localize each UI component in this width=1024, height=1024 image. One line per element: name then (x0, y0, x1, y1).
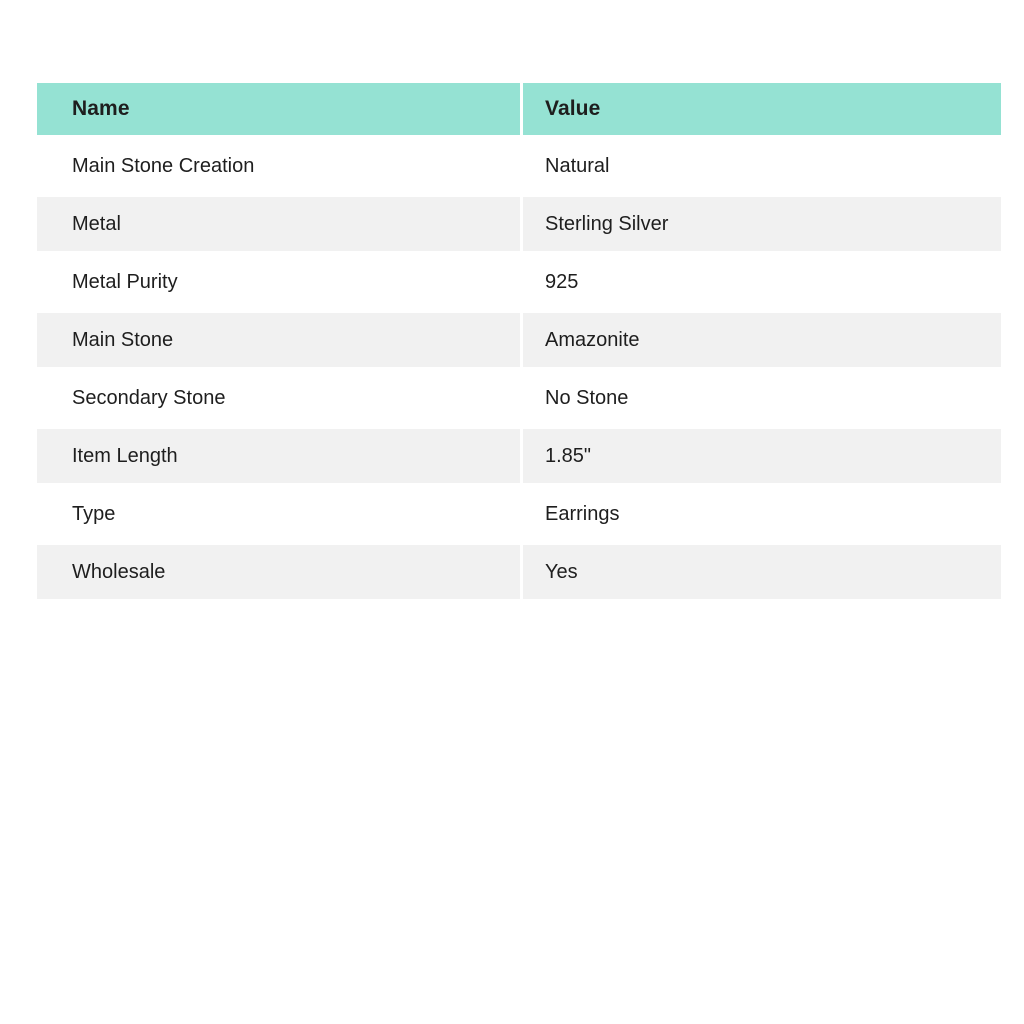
spec-value-cell: Yes (523, 543, 1001, 601)
table-body (37, 137, 1001, 601)
table-row (37, 253, 1001, 311)
table-row (37, 311, 1001, 369)
table-row (37, 427, 1001, 485)
product-specs-table (37, 81, 1001, 601)
table-row (37, 369, 1001, 427)
column-header-name: Name (37, 81, 523, 137)
column-header-value: Value (523, 81, 1001, 137)
table-row (37, 137, 1001, 195)
table-row (37, 195, 1001, 253)
spec-name-cell: Wholesale (37, 543, 523, 601)
spec-name-cell: Secondary Stone (37, 369, 523, 427)
table-row (37, 543, 1001, 601)
spec-name-cell: Item Length (37, 427, 523, 485)
spec-value-cell: Natural (523, 137, 1001, 195)
spec-value-cell: 1.85" (523, 427, 1001, 485)
spec-value-cell: 925 (523, 253, 1001, 311)
spec-name-cell: Main Stone (37, 311, 523, 369)
spec-name-cell: Metal Purity (37, 253, 523, 311)
spec-value-cell: No Stone (523, 369, 1001, 427)
spec-value-cell: Earrings (523, 485, 1001, 543)
spec-value-cell: Amazonite (523, 311, 1001, 369)
spec-name-cell: Type (37, 485, 523, 543)
header-row (37, 81, 1001, 137)
table-row (37, 485, 1001, 543)
table-header (37, 81, 1001, 137)
spec-name-cell: Metal (37, 195, 523, 253)
spec-value-cell: Sterling Silver (523, 195, 1001, 253)
spec-name-cell: Main Stone Creation (37, 137, 523, 195)
